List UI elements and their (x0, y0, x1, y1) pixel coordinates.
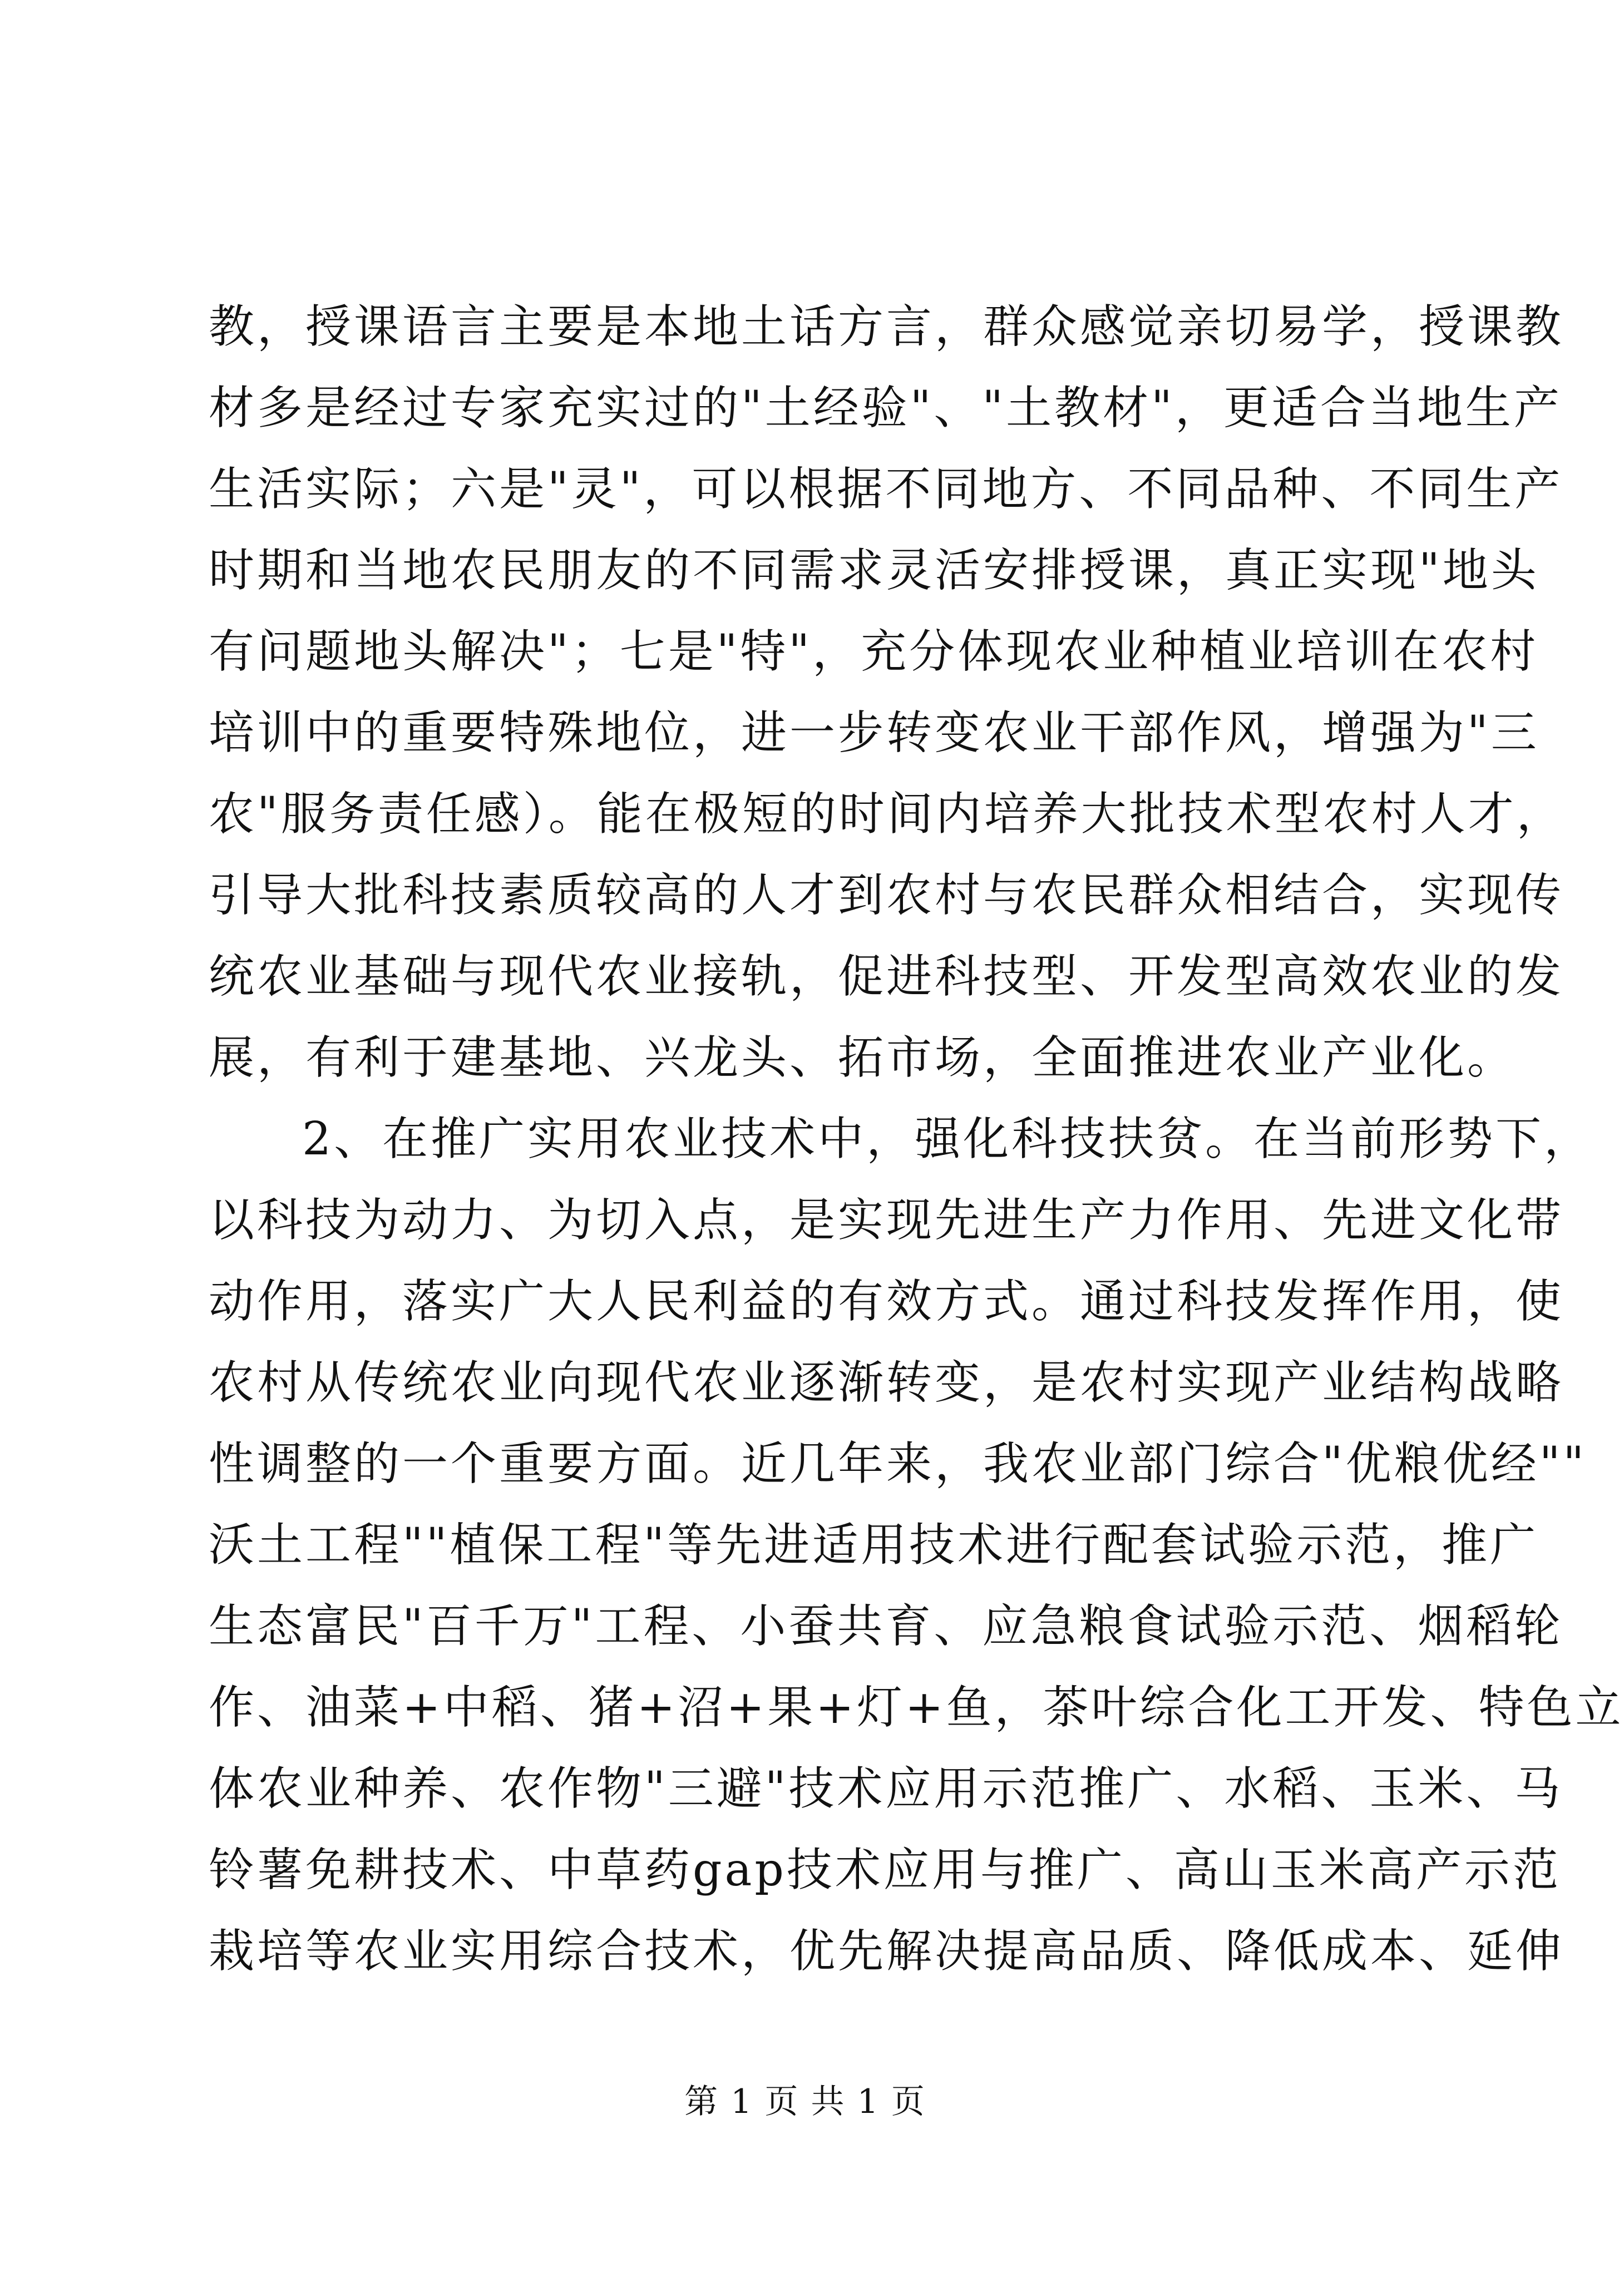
text-line: 生态富民"百千万"工程、小蚕共育、应急粮食试验示范、烟稻轮 (209, 1600, 1563, 1653)
text-line: 有问题地头解决"；七是"特"，充分体现农业种植业培训在农村 (209, 625, 1539, 678)
text-line: 展，有利于建基地、兴龙头、拓市场，全面推进农业产业化。 (209, 1031, 1516, 1084)
text-line: 时期和当地农民朋友的不同需求灵活安排授课，真正实现"地头 (209, 544, 1539, 597)
text-line: 统农业基础与现代农业接轨，促进科技型、开发型高效农业的发 (209, 950, 1564, 1003)
text-line: 农村从传统农业向现代农业逐渐转变，是农村实现产业结构战略 (209, 1356, 1564, 1409)
text-line: 以科技为动力、为切入点，是实现先进生产力作用、先进文化带 (209, 1194, 1564, 1247)
text-line: 引导大批科技素质较高的人才到农村与农民群众相结合，实现传 (209, 869, 1564, 922)
text-line: 作、油菜+中稻、猪+沼+果+灯+鱼，茶叶综合化工开发、特色立 (209, 1681, 1624, 1734)
text-line: 教，授课语言主要是本地土话方言，群众感觉亲切易学，授课教 (209, 300, 1564, 353)
text-line: 培训中的重要特殊地位，进一步转变农业干部作风，增强为"三 (209, 707, 1539, 759)
text-line: 沃土工程""植保工程"等先进适用技术进行配套试验示范，推广 (209, 1519, 1539, 1572)
text-line: 材多是经过专家充实过的"土经验"、"土教材"，更适合当地生产 (209, 382, 1562, 434)
text-line: 性调整的一个重要方面。近几年来，我农业部门综合"优粮优经"" (209, 1438, 1587, 1490)
text-line: 栽培等农业实用综合技术，优先解决提高品质、降低成本、延伸 (209, 1925, 1564, 1978)
paragraph-start-line: 2、在推广实用农业技术中，强化科技扶贫。在当前形势下， (302, 1113, 1593, 1165)
text-line: 铃薯免耕技术、中草药gap技术应用与推广、高山玉米高产示范 (209, 1844, 1561, 1896)
text-line: 生活实际；六是"灵"，可以根据不同地方、不同品种、不同生产 (209, 463, 1563, 516)
text-line: 体农业种养、农作物"三避"技术应用示范推广、水稻、玉米、马 (209, 1762, 1563, 1815)
text-line: 动作用，落实广大人民利益的有效方式。通过科技发挥作用，使 (209, 1275, 1564, 1328)
text-line: 农"服务责任感）。能在极短的时间内培养大批技术型农村人才， (209, 788, 1565, 841)
body-text (209, 287, 1624, 1992)
page-footer: 第 1 页 共 1 页 (684, 2082, 926, 2121)
